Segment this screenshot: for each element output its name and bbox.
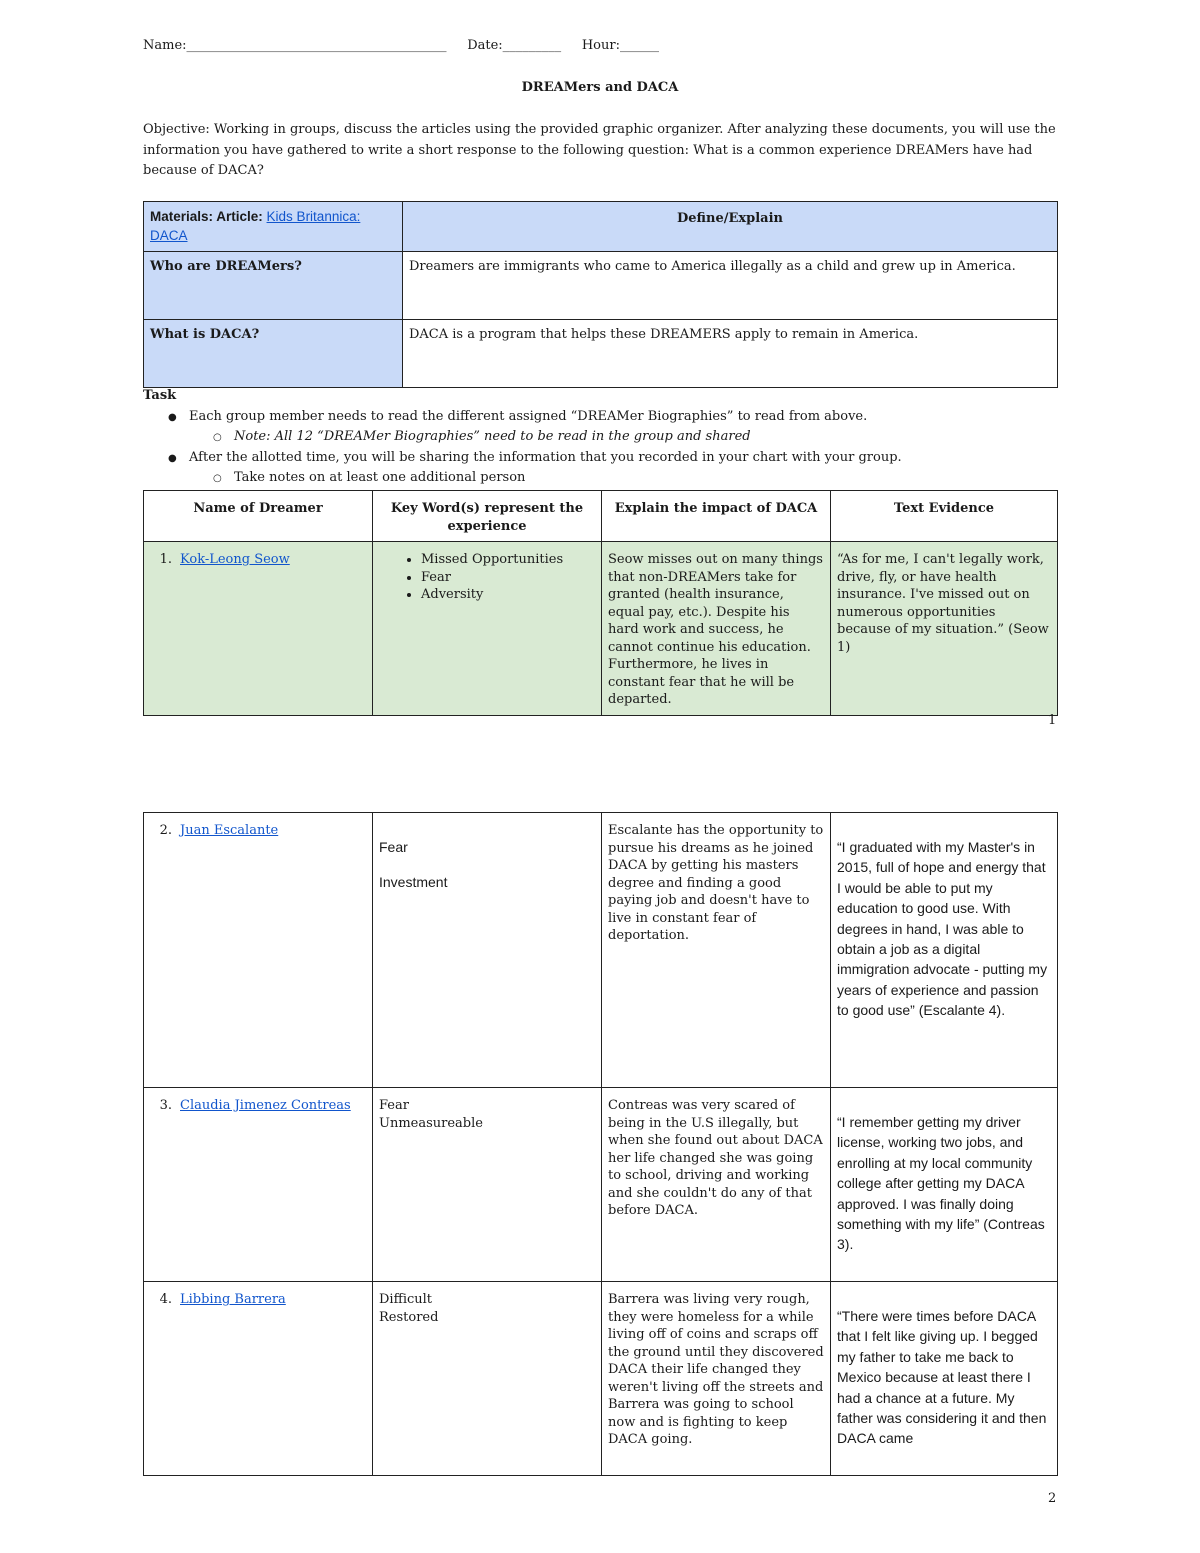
objective-paragraph: Objective: Working in groups, discuss the articles using the provided graphic organizer. After analyzing these documents, you will use the information you have gathered to write a short response to the following question: What is a common experience DREAMers have had because of DACA? xyxy=(143,122,1056,178)
answer-who-are-dreamers: Dreamers are immigrants who came to America illegally as a child and grew up in America. xyxy=(403,252,1058,320)
define-explain-header: Define/Explain xyxy=(403,202,1058,252)
keywords-cell xyxy=(373,1088,602,1282)
dreamer-link-contreas[interactable]: Claudia Jimenez Contreas xyxy=(180,1098,351,1113)
keywords-cell xyxy=(373,1282,602,1476)
impact-cell: Contreas was very scared of being in the U.S illegally, but when she found out about DACA her life changed she was going to school, driving and working and she couldn't do any of that before DACA. xyxy=(602,1088,831,1282)
page-title: DREAMers and DACA xyxy=(521,80,679,95)
dreamer-name-cell xyxy=(144,1282,373,1476)
materials-table xyxy=(143,201,1058,388)
bullet-icon: ● xyxy=(168,453,177,464)
row-number: 4. xyxy=(159,1292,172,1307)
bullet-icon: ● xyxy=(168,412,177,423)
header-text-evidence: Text Evidence xyxy=(831,491,1058,542)
evidence-cell: “I graduated with my Master's in 2015, full of hope and energy that I would be able to put my education to good use. With degrees in hand, I was able to obtain a job as a digital immigration advocate - putting my years of experience and passion to good use” (Escalante 4). xyxy=(831,813,1058,1088)
dreamer-chart-page-1 xyxy=(143,490,1058,716)
materials-article-link[interactable]: Kids Britannica: DACA xyxy=(150,209,361,243)
keywords-cell xyxy=(373,542,602,716)
keyword-item: • Adversity xyxy=(421,586,595,604)
question-what-is-daca: What is DACA? xyxy=(144,320,403,388)
task-item-1: Each group member needs to read the different assigned “DREAMer Biographies” to read from above. xyxy=(189,409,868,424)
row-number: 3. xyxy=(159,1098,172,1113)
table-row xyxy=(144,542,1058,716)
table-row xyxy=(144,813,1058,1088)
dreamer-name-cell xyxy=(144,1088,373,1282)
dreamer-link-seow[interactable]: Kok-Leong Seow xyxy=(180,552,290,567)
page-number: 2 xyxy=(1048,1491,1057,1506)
keyword-item: Fear xyxy=(379,1098,409,1113)
task-note-2: Take notes on at least one additional person xyxy=(234,470,526,485)
impact-cell: Seow misses out on many things that non-DREAMers take for granted (health insurance, equal pay, etc.). Despite his hard work and success, he cannot continue his education. Furthermore, he lives in constant fear that he will be departed. xyxy=(602,542,831,716)
table-row xyxy=(144,1088,1058,1282)
keyword-item: • Fear xyxy=(421,569,595,587)
keyword-item: Fear xyxy=(379,839,408,855)
row-number: 2. xyxy=(159,823,172,838)
header-key-words: Key Word(s) represent the experience xyxy=(373,491,602,542)
dreamer-link-barrera[interactable]: Libbing Barrera xyxy=(180,1292,286,1307)
dreamer-chart-page-2 xyxy=(143,812,1058,1476)
evidence-cell: “There were times before DACA that I felt like giving up. I begged my father to take me back to Mexico because at least there I had a chance at a future. My father was considering it and then DACA came xyxy=(831,1282,1058,1476)
task-heading: Task xyxy=(143,388,177,403)
task-item-2: After the allotted time, you will be sharing the information that you recorded in your chart with your group. xyxy=(189,450,902,465)
evidence-cell: “I remember getting my driver license, working two jobs, and enrolling at my local community college after getting my DACA approved. I was finally doing something with my life” (Contreas 3). xyxy=(831,1088,1058,1282)
header-impact: Explain the impact of DACA xyxy=(602,491,831,542)
keyword-item: • Missed Opportunities xyxy=(421,551,595,569)
table-row xyxy=(144,1282,1058,1476)
dreamer-name-cell xyxy=(144,542,373,716)
header-name-of-dreamer: Name of Dreamer xyxy=(144,491,373,542)
dreamer-link-escalante[interactable]: Juan Escalante xyxy=(180,823,279,838)
dreamer-name-cell xyxy=(144,813,373,1088)
keywords-cell xyxy=(373,813,602,1088)
question-who-are-dreamers: Who are DREAMers? xyxy=(144,252,403,320)
keyword-item: Restored xyxy=(379,1309,439,1325)
student-info-line: Name:________________________________________ Date:_________ Hour:______ xyxy=(143,38,659,53)
task-note-1: Note: All 12 “DREAMer Biographies” need to be read in the group and shared xyxy=(234,429,751,444)
answer-what-is-daca: DACA is a program that helps these DREAMERS apply to remain in America. xyxy=(403,320,1058,388)
circle-bullet-icon: ○ xyxy=(213,432,222,443)
keyword-item: Unmeasureable xyxy=(379,1115,483,1131)
materials-header-cell xyxy=(144,202,403,252)
row-number: 1. xyxy=(159,552,172,567)
page-number: 1 xyxy=(1048,713,1057,728)
circle-bullet-icon: ○ xyxy=(213,473,222,484)
impact-cell: Barrera was living very rough, they were homeless for a while living off of coins and scraps off the ground until they discovered DACA their life changed they weren't living off the streets and Barrera was going to school now and is fighting to keep DACA going. xyxy=(602,1282,831,1476)
impact-cell: Escalante has the opportunity to pursue his dreams as he joined DACA by getting his masters degree and finding a good paying job and doesn't have to live in constant fear of deportation. xyxy=(602,813,831,1088)
keyword-item: Investment xyxy=(379,874,448,890)
keyword-item: Difficult xyxy=(379,1292,433,1307)
evidence-cell: “As for me, I can't legally work, drive, fly, or have health insurance. I've missed out on numerous opportunities because of my situation.” (Seow 1) xyxy=(831,542,1058,716)
materials-label: Materials: Article: xyxy=(150,209,267,224)
